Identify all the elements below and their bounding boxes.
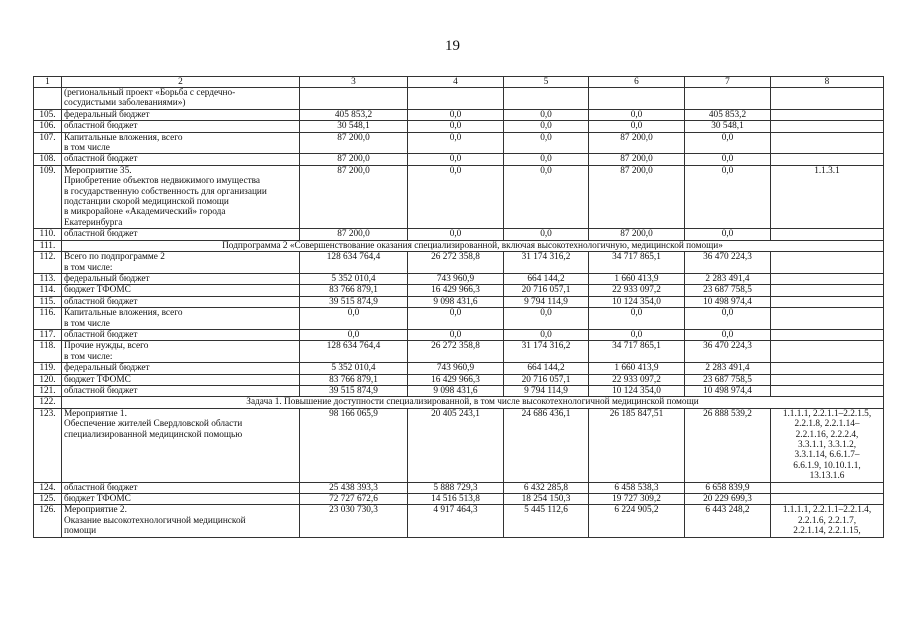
value-col-6: 10 124 354,0: [589, 296, 685, 307]
value-col-5: 20 716 057,1: [504, 285, 589, 296]
target-indicators: [771, 363, 884, 374]
value-col-6: 0,0: [589, 329, 685, 340]
value-col-5: 0,0: [504, 132, 589, 154]
value-col-6: 87 200,0: [589, 165, 685, 228]
row-number: 120.: [34, 374, 62, 385]
description-line: сосудистыми заболеваниями»): [64, 98, 186, 109]
value-col-7: 20 229 699,3: [685, 494, 771, 505]
indicator-line: 1.1.3.1: [814, 165, 840, 176]
row-description: [62, 341, 300, 363]
value-col-4: 9 098 431,6: [408, 296, 504, 307]
value-col-5: 6 432 285,8: [504, 482, 589, 493]
value-col-3: 5 352 010,4: [300, 273, 408, 284]
target-indicators: [771, 121, 884, 132]
value-col-4: 16 429 966,3: [408, 285, 504, 296]
row-description: [62, 374, 300, 385]
description-line: областной бюджет: [64, 385, 138, 396]
table-row: [34, 374, 884, 385]
description-line: Мероприятие 35.: [64, 165, 132, 176]
value-col-7: 0,0: [685, 308, 771, 330]
value-col-7: [685, 88, 771, 110]
value-col-6: 0,0: [589, 308, 685, 330]
table-row: [34, 285, 884, 296]
description-line: Оказание высокотехнологичной медицинской: [64, 515, 246, 526]
indicator-line: 13.13.1.6: [809, 471, 845, 482]
indicator-line: 2.2.1.8, 2.2.1.14–: [794, 419, 860, 430]
table-row: [34, 308, 884, 330]
row-number: 112.: [34, 252, 62, 274]
value-col-6: 1 660 413,9: [589, 273, 685, 284]
value-col-3: 87 200,0: [300, 154, 408, 165]
value-col-3: 39 515 874,9: [300, 385, 408, 396]
value-col-4: 26 272 358,8: [408, 341, 504, 363]
target-indicators: [771, 341, 884, 363]
row-description: [62, 363, 300, 374]
value-col-7: 26 888 539,2: [685, 408, 771, 482]
description-line: бюджет ТФОМС: [64, 285, 131, 296]
value-col-5: 9 794 114,9: [504, 385, 589, 396]
value-col-7: 0,0: [685, 165, 771, 228]
value-col-3: 5 352 010,4: [300, 363, 408, 374]
value-col-4: 14 516 513,8: [408, 494, 504, 505]
value-col-6: 87 200,0: [589, 132, 685, 154]
row-description: [62, 285, 300, 296]
table-row: [34, 88, 884, 110]
target-indicators: [771, 494, 884, 505]
target-indicators: [771, 329, 884, 340]
value-col-6: 10 124 354,0: [589, 385, 685, 396]
value-col-6: 22 933 097,2: [589, 285, 685, 296]
row-number: 107.: [34, 132, 62, 154]
value-col-3: 30 548,1: [300, 121, 408, 132]
value-col-5: 9 794 114,9: [504, 296, 589, 307]
indicator-line: 2.2.1.6, 2.2.1.7,: [797, 515, 857, 526]
value-col-4: 0,0: [408, 329, 504, 340]
row-number: 119.: [34, 363, 62, 374]
value-col-7: 10 498 974,4: [685, 296, 771, 307]
value-col-5: 24 686 436,1: [504, 408, 589, 482]
table-row: [34, 385, 884, 396]
section-title: Подпрограмма 2 «Совершенствование оказания специализированной, включая высокотехнологичную, медицинской помощи»: [62, 240, 884, 251]
description-line: бюджет ТФОМС: [64, 494, 131, 505]
row-number: 110.: [34, 229, 62, 240]
table-row: [34, 363, 884, 374]
description-line: Всего по подпрограмме 2: [64, 252, 165, 263]
row-description: [62, 154, 300, 165]
value-col-3: 87 200,0: [300, 132, 408, 154]
column-header-8: 8: [771, 77, 884, 88]
description-line: в том числе:: [64, 262, 113, 273]
value-col-5: 0,0: [504, 165, 589, 228]
row-description: [62, 252, 300, 274]
column-header-5: 5: [504, 77, 589, 88]
value-col-7: 30 548,1: [685, 121, 771, 132]
value-col-6: 87 200,0: [589, 229, 685, 240]
value-col-6: 1 660 413,9: [589, 363, 685, 374]
column-header-1: 1: [34, 77, 62, 88]
table-row: [34, 132, 884, 154]
row-description: [62, 88, 300, 110]
value-col-4: 0,0: [408, 121, 504, 132]
value-col-4: [408, 88, 504, 110]
row-description: [62, 273, 300, 284]
table-row: [34, 121, 884, 132]
value-col-6: 6 458 538,3: [589, 482, 685, 493]
description-line: (региональный проект «Борьба с сердечно-: [64, 88, 236, 98]
table-row: [34, 165, 884, 228]
row-number: 123.: [34, 408, 62, 482]
row-description: [62, 121, 300, 132]
value-col-5: 20 716 057,1: [504, 374, 589, 385]
value-col-6: 19 727 309,2: [589, 494, 685, 505]
table-row: [34, 408, 884, 482]
row-number: 115.: [34, 296, 62, 307]
description-line: Мероприятие 2.: [64, 505, 127, 516]
value-col-5: 0,0: [504, 109, 589, 120]
target-indicators: [771, 482, 884, 493]
value-col-7: 0,0: [685, 154, 771, 165]
description-line: областной бюджет: [64, 329, 138, 340]
value-col-3: 23 030 730,3: [300, 505, 408, 537]
budget-table: [33, 76, 884, 538]
description-line: специализированной медицинской помощью: [64, 429, 243, 440]
indicator-line: 3.3.1.14, 6.6.1.7–: [794, 450, 860, 461]
target-indicators: [771, 408, 884, 482]
target-indicators: [771, 374, 884, 385]
value-col-7: 0,0: [685, 329, 771, 340]
row-description: [62, 132, 300, 154]
value-col-4: 0,0: [408, 132, 504, 154]
row-number: 126.: [34, 505, 62, 537]
value-col-5: 0,0: [504, 229, 589, 240]
table-row: [34, 273, 884, 284]
value-col-5: 31 174 316,2: [504, 341, 589, 363]
target-indicators: [771, 88, 884, 110]
table-row: [34, 329, 884, 340]
column-header-6: 6: [589, 77, 685, 88]
value-col-6: 26 185 847,51: [589, 408, 685, 482]
value-col-7: 6 443 248,2: [685, 505, 771, 537]
value-col-4: 4 917 464,3: [408, 505, 504, 537]
row-number: 113.: [34, 273, 62, 284]
value-col-6: [589, 88, 685, 110]
row-number: 114.: [34, 285, 62, 296]
description-line: областной бюджет: [64, 154, 138, 165]
value-col-6: 87 200,0: [589, 154, 685, 165]
target-indicators: [771, 296, 884, 307]
row-number: 105.: [34, 109, 62, 120]
value-col-3: 98 166 065,9: [300, 408, 408, 482]
description-line: Приобретение объектов недвижимого имущества: [64, 176, 261, 187]
value-col-3: 128 634 764,4: [300, 341, 408, 363]
value-col-7: 0,0: [685, 229, 771, 240]
description-line: бюджет ТФОМС: [64, 374, 131, 385]
row-description: [62, 385, 300, 396]
value-col-6: 22 933 097,2: [589, 374, 685, 385]
value-col-4: 0,0: [408, 308, 504, 330]
row-number: 118.: [34, 341, 62, 363]
description-line: подстанции скорой медицинской помощи: [64, 197, 229, 208]
value-col-7: 36 470 224,3: [685, 252, 771, 274]
description-line: в том числе:: [64, 351, 113, 362]
value-col-6: 0,0: [589, 109, 685, 120]
row-description: [62, 505, 300, 537]
row-number: 111.: [34, 240, 62, 251]
target-indicators: [771, 505, 884, 537]
description-line: помощи: [64, 526, 97, 537]
value-col-3: 405 853,2: [300, 109, 408, 120]
value-col-4: 9 098 431,6: [408, 385, 504, 396]
indicator-line: 2.2.1.14, 2.2.1.15,: [793, 526, 861, 537]
value-col-5: 18 254 150,3: [504, 494, 589, 505]
target-indicators: [771, 308, 884, 330]
indicator-line: 1.1.1.1, 2.2.1.1–2.2.1.5,: [782, 408, 872, 419]
row-description: [62, 165, 300, 228]
table-row: [34, 505, 884, 537]
row-number: 117.: [34, 329, 62, 340]
target-indicators: [771, 165, 884, 228]
section-title: Задача 1. Повышение доступности специализированной, в том числе высокотехнологичной медицинской помощи: [62, 397, 884, 408]
value-col-4: 26 272 358,8: [408, 252, 504, 274]
value-col-4: 20 405 243,1: [408, 408, 504, 482]
table-row: [34, 494, 884, 505]
column-header-7: 7: [685, 77, 771, 88]
value-col-7: 405 853,2: [685, 109, 771, 120]
value-col-5: 664 144,2: [504, 273, 589, 284]
column-header-4: 4: [408, 77, 504, 88]
description-line: в том числе: [64, 143, 110, 154]
row-number: 122.: [34, 397, 62, 408]
value-col-3: 83 766 879,1: [300, 374, 408, 385]
table-row: [34, 296, 884, 307]
value-col-3: 39 515 874,9: [300, 296, 408, 307]
description-line: областной бюджет: [64, 121, 138, 132]
row-description: [62, 229, 300, 240]
value-col-7: 2 283 491,4: [685, 273, 771, 284]
target-indicators: [771, 252, 884, 274]
page-number: 19: [445, 38, 460, 54]
value-col-5: 31 174 316,2: [504, 252, 589, 274]
section-row: [34, 240, 884, 251]
row-number: 106.: [34, 121, 62, 132]
column-header-3: 3: [300, 77, 408, 88]
row-description: [62, 329, 300, 340]
description-line: Прочие нужды, всего: [64, 341, 149, 352]
column-header-2: 2: [62, 77, 300, 88]
value-col-5: 0,0: [504, 329, 589, 340]
description-line: федеральный бюджет: [64, 273, 150, 284]
target-indicators: [771, 273, 884, 284]
table-row: [34, 229, 884, 240]
row-number: [34, 88, 62, 110]
row-number: 109.: [34, 165, 62, 228]
table-row: [34, 154, 884, 165]
indicator-line: 6.6.1.9, 10.10.1.1,: [793, 460, 861, 471]
value-col-6: 34 717 865,1: [589, 252, 685, 274]
description-line: федеральный бюджет: [64, 363, 150, 374]
value-col-5: [504, 88, 589, 110]
target-indicators: [771, 285, 884, 296]
value-col-4: 16 429 966,3: [408, 374, 504, 385]
description-line: в государственную собственность для организации: [64, 186, 267, 197]
value-col-4: 0,0: [408, 229, 504, 240]
value-col-5: 0,0: [504, 121, 589, 132]
row-description: [62, 482, 300, 493]
description-line: Обеспечение жителей Свердловской области: [64, 419, 243, 430]
description-line: областной бюджет: [64, 296, 138, 307]
description-line: Екатеринбурга: [64, 217, 123, 228]
target-indicators: [771, 132, 884, 154]
value-col-7: 23 687 758,5: [685, 285, 771, 296]
value-col-5: 0,0: [504, 308, 589, 330]
row-number: 124.: [34, 482, 62, 493]
description-line: в микрорайоне «Академический» города: [64, 207, 226, 218]
value-col-7: 2 283 491,4: [685, 363, 771, 374]
table-body: [34, 88, 884, 538]
target-indicators: [771, 154, 884, 165]
value-col-3: 72 727 672,6: [300, 494, 408, 505]
value-col-7: 23 687 758,5: [685, 374, 771, 385]
table-row: [34, 482, 884, 493]
value-col-7: 6 658 839,9: [685, 482, 771, 493]
indicator-line: 1.1.1.1, 2.2.1.1–2.2.1.4,: [782, 505, 872, 516]
row-description: [62, 494, 300, 505]
value-col-4: 743 960,9: [408, 273, 504, 284]
indicator-line: 3.3.1.1, 3.3.1.2,: [797, 440, 857, 450]
row-number: 108.: [34, 154, 62, 165]
value-col-7: 36 470 224,3: [685, 341, 771, 363]
target-indicators: [771, 109, 884, 120]
description-line: Капитальные вложения, всего: [64, 308, 183, 319]
value-col-6: 0,0: [589, 121, 685, 132]
value-col-3: 25 438 393,3: [300, 482, 408, 493]
value-col-5: 664 144,2: [504, 363, 589, 374]
value-col-3: 87 200,0: [300, 229, 408, 240]
table-header: [34, 77, 884, 88]
value-col-3: 0,0: [300, 308, 408, 330]
description-line: Капитальные вложения, всего: [64, 132, 183, 143]
description-line: в том числе: [64, 318, 110, 329]
target-indicators: [771, 229, 884, 240]
value-col-6: 34 717 865,1: [589, 341, 685, 363]
row-number: 125.: [34, 494, 62, 505]
value-col-4: 0,0: [408, 165, 504, 228]
value-col-3: 83 766 879,1: [300, 285, 408, 296]
row-description: [62, 296, 300, 307]
value-col-3: 87 200,0: [300, 165, 408, 228]
description-line: областной бюджет: [64, 229, 138, 240]
row-description: [62, 109, 300, 120]
table-row: [34, 252, 884, 274]
value-col-7: 10 498 974,4: [685, 385, 771, 396]
value-col-4: 0,0: [408, 109, 504, 120]
value-col-3: 128 634 764,4: [300, 252, 408, 274]
row-number: 116.: [34, 308, 62, 330]
section-row: [34, 397, 884, 408]
value-col-6: 6 224 905,2: [589, 505, 685, 537]
target-indicators: [771, 385, 884, 396]
description-line: Мероприятие 1.: [64, 408, 127, 419]
description-line: федеральный бюджет: [64, 109, 150, 120]
table-row: [34, 109, 884, 120]
value-col-3: [300, 88, 408, 110]
row-description: [62, 408, 300, 482]
indicator-line: 2.2.1.16, 2.2.2.4,: [795, 429, 859, 440]
value-col-5: 5 445 112,6: [504, 505, 589, 537]
value-col-4: 5 888 729,3: [408, 482, 504, 493]
value-col-3: 0,0: [300, 329, 408, 340]
row-description: [62, 308, 300, 330]
value-col-7: 0,0: [685, 132, 771, 154]
table-row: [34, 341, 884, 363]
value-col-4: 0,0: [408, 154, 504, 165]
value-col-5: 0,0: [504, 154, 589, 165]
row-number: 121.: [34, 385, 62, 396]
value-col-4: 743 960,9: [408, 363, 504, 374]
description-line: областной бюджет: [64, 482, 138, 493]
